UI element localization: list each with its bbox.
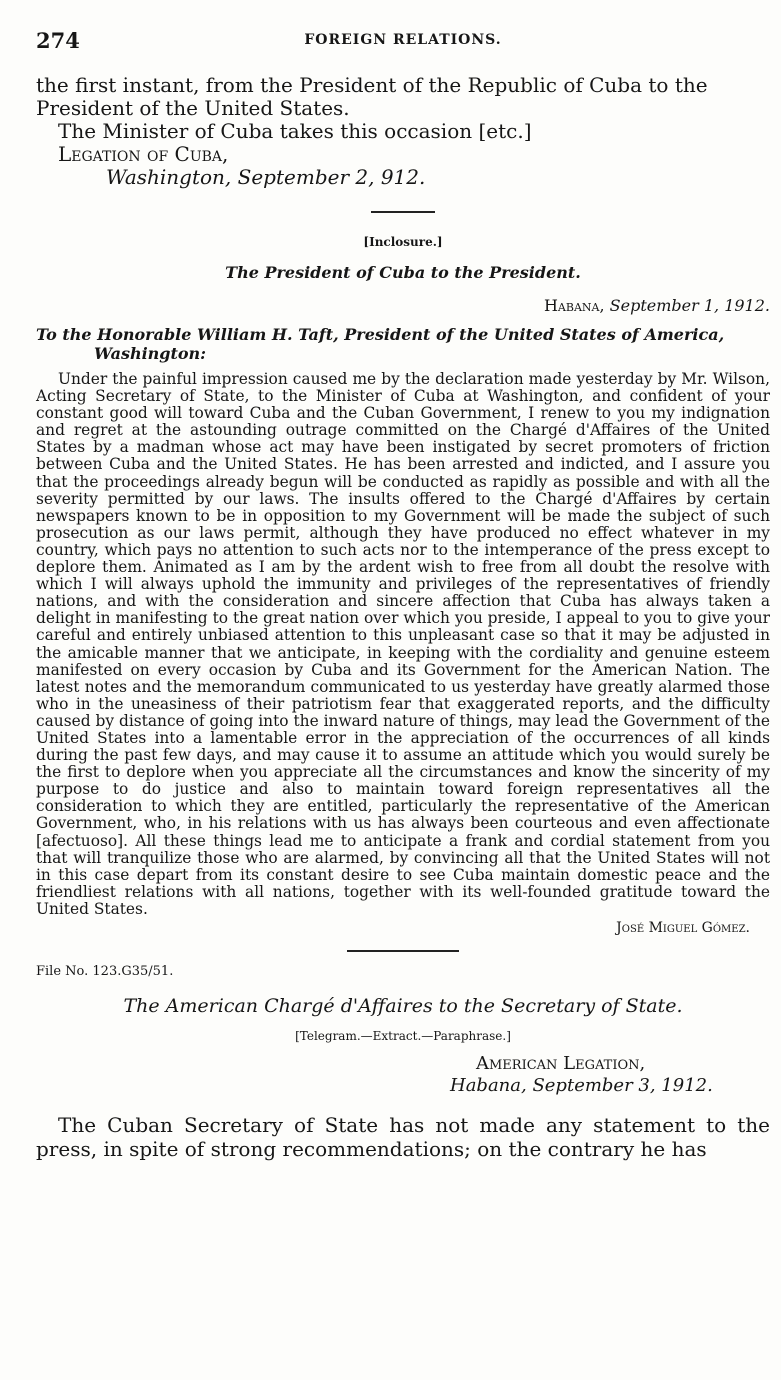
telegram-place-date: Habana, September 3, 1912. <box>450 1075 713 1096</box>
dateline-date: September 1, 1912. <box>609 296 770 315</box>
inclosure-title: The President of Cuba to the President. <box>225 263 581 282</box>
letter-body: Under the painful impression caused me by the declaration made yesterday by Mr. Wilson, Acting Secretary of State, to the Minister of Cuba at Washington, and confident of your constant good will toward Cuba and the Cuban Government, I renew to you my indignation and regret at the astounding outrage committed on the Chargé d'Affaires of the United States by a madman whose act may have been instigated by secret promoters of friction between Cuba and the United States. He has been arrested and indicted, and I assure you that the proceedings already begun will be conducted as rapidly as possible and with all the severity permitted by our laws. The insults offered to the Chargé d'Affaires by certain newspapers known to be in opposition to my Government will be made the subject of such prosecution as our laws permit, although they have produced no effect whatever in my country, which pays no attention to such acts nor to the intemperance of the press except to deplore them. Animated as I am by the ardent wish to free from all doubt the resolve with which I will always uphold the immunity and privileges of the representatives of friendly nations, and with the consideration and sincere affection that Cuba has always taken a delight in manifesting to the great nation over which you preside, I appeal to you to give your careful and entirely unbiased attention to this unpleasant case so that it may be adjusted in the amicable manner that we anticipate, in keeping with the cordiality and genuine esteem manifested on every occasion by Cuba and its Government for the American Nation. The latest notes and the memorandum communicated to us yesterday have greatly alarmed those who in the uneasiness of their patriotism fear that exaggerated reports, and the difficulty caused by distance of going into the inward nature of things, may lead the Government of the United States into a lamentable error in the appreciation of the occurrences of all kinds during the past few days, and may cause it to assume an attitude which you would surely be the first to deplore when you appreciate all the circumstances and know the sincerity of my purpose to do justice and also to maintain toward foreign representatives all the consideration to which they are entitled, particularly the representative of the American Government, who, in his relations with us has always been courteous and even affectionate [afectuoso]. All these things lead me to anticipate a frank and cordial statement from you that will tranquilize those who are alarmed, by convincing all that the United States will not in this case depart from its constant desire to see Cuba maintain domestic peace and the friendliest relations with all nations, together with its well-founded gratitude toward the United States. <box>36 370 770 918</box>
letter-address <box>36 325 770 363</box>
document-page <box>36 28 770 1181</box>
running-title: FOREIGN RELATIONS. <box>304 32 502 48</box>
telegram-subtitle: [Telegram.—Extract.—Paraphrase.] <box>295 1029 511 1043</box>
telegram-body: The Cuban Secretary of State has not made any statement to the press, in spite of strong recommendations; on the contrary he has <box>36 1113 770 1161</box>
closing-line: The Minister of Cuba takes this occasion [etc.] <box>58 119 532 143</box>
inclosure-dateline <box>36 296 770 315</box>
telegram-title: The American Chargé d'Affaires to the Secretary of State. <box>123 995 683 1017</box>
signature: José Miguel Gómez. <box>616 920 750 936</box>
continuation-text: the first instant, from the President of the Republic of Cuba to the President of the United States. <box>36 73 708 120</box>
inclosure-label: [Inclosure.] <box>363 235 443 249</box>
section-rule-2 <box>347 950 459 952</box>
previous-letter-close <box>36 74 770 189</box>
address-city: Washington: <box>94 344 207 363</box>
sender-place-date: Washington, September 2, 912. <box>106 165 426 189</box>
page-header <box>36 28 770 56</box>
telegram-legation: American Legation, <box>476 1053 646 1074</box>
page-number: 274 <box>36 28 80 53</box>
dateline-place: Habana, <box>543 296 605 315</box>
section-rule <box>371 211 435 213</box>
address-line: To the Honorable William H. Taft, President of the United States of America, <box>36 325 725 344</box>
sender-legation: Legation of Cuba, <box>58 142 229 166</box>
file-number: File No. 123.G35/51. <box>36 964 174 979</box>
telegram-heading <box>36 1053 770 1097</box>
